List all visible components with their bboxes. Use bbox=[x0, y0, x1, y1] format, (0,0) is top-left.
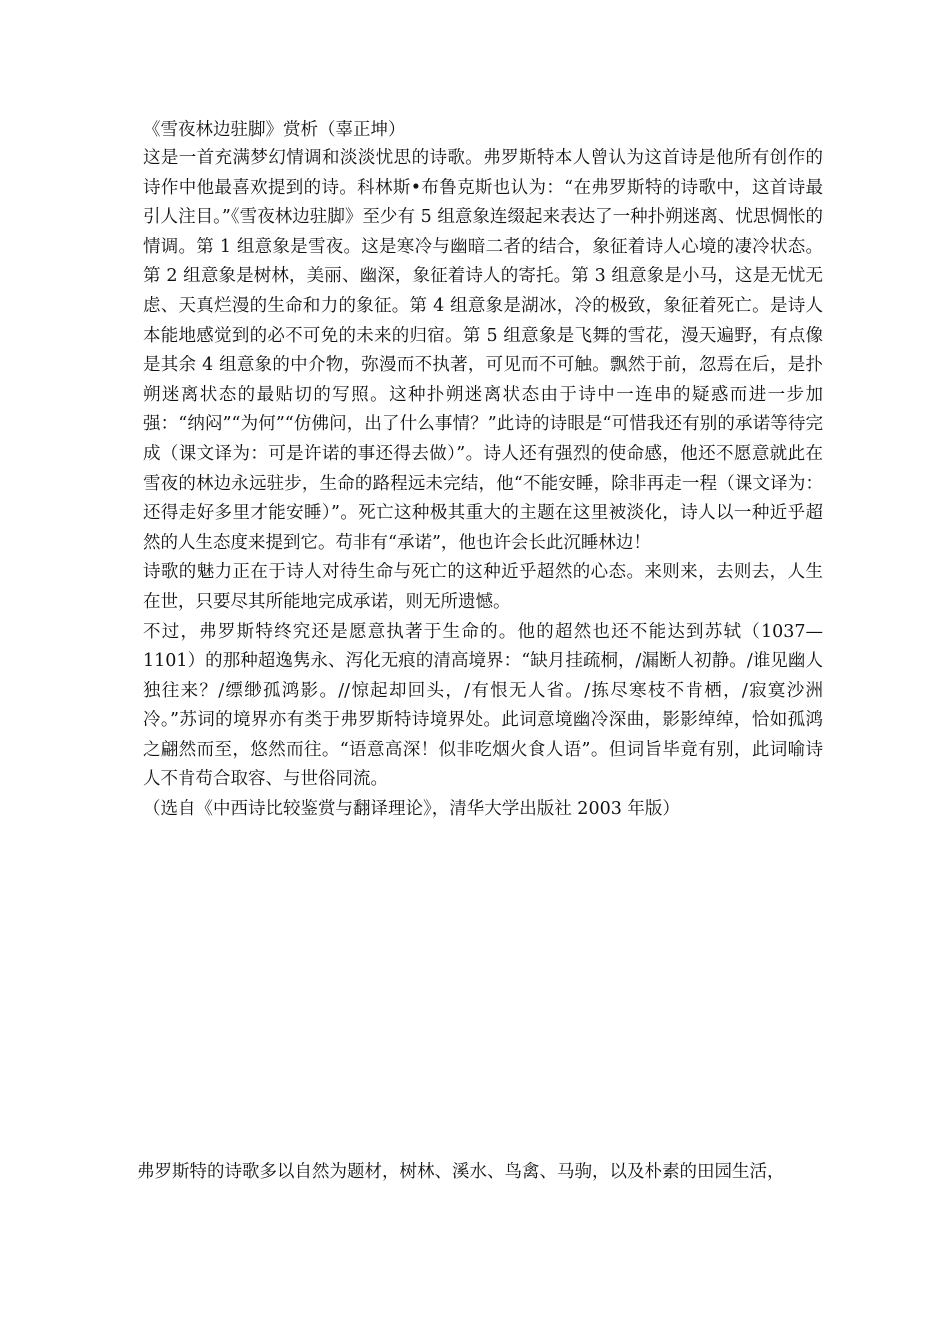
article bbox=[143, 116, 823, 825]
paragraph-1: 这是一首充满梦幻情调和淡淡忧思的诗歌。弗罗斯特本人曾认为这首诗是他所有创作的诗作中他最喜欢提到的诗。科林斯•布鲁克斯也认为：“在弗罗斯特的诗歌中，这首诗最引人注目。”《雪夜林边驻脚》至少有 5 组意象连缀起来表达了一种扑朔迷离、忧思惆怅的情调。第 1 组意象是雪夜。这是寒冷与幽暗二者的结合，象征着诗人心境的凄冷状态。第 2 组意象是树林，美丽、幽深，象征着诗人的寄托。第 3 组意象是小马，这是无忧无虑、天真烂漫的生命和力的象征。第 4 组意象是湖冰，冷的极致，象征着死亡。是诗人本能地感觉到的必不可免的未来的归宿。第 5 组意象是飞舞的雪花，漫天遍野，有点像是其余 4 组意象的中介物，弥漫而不执著，可见而不可触。飘然于前，忽焉在后，是扑朔迷离状态的最贴切的写照。这种扑朔迷离状态由于诗中一连串的疑惑而进一步加强：“纳闷”“为何”“仿佛问，出了什么事情？”此诗的诗眼是“可惜我还有别的承诺等待完成（课文译为：可是许诺的事还得去做）”。诗人还有强烈的使命感，他还不愿意就此在雪夜的林边永远驻步，生命的路程远未完结，他“不能安睡，除非再走一程（课文译为：还得走好多里才能安睡）”。死亡这种极其重大的主题在这里被淡化，诗人以一种近乎超然的人生态度来提到它。苟非有“承诺”，他也许会长此沉睡林边！ bbox=[143, 148, 823, 553]
article-title: 《雪夜林边驻脚》赏析（辜正坤） bbox=[143, 120, 406, 140]
paragraph-2: 诗歌的魅力正在于诗人对待生命与死亡的这种近乎超然的心态。来则来，去则去，人生在世，只要尽其所能地完成承诺，则无所遗憾。 bbox=[143, 562, 823, 612]
next-section-text: 弗罗斯特的诗歌多以自然为题材，树林、溪水、鸟禽、马驹，以及朴素的田园生活， bbox=[137, 1162, 785, 1182]
source-citation: （选自《中西诗比较鉴赏与翻译理论》，清华大学出版社 2003 年版） bbox=[143, 799, 680, 820]
paragraph-3: 不过，弗罗斯特终究还是愿意执著于生命的。他的超然也还不能达到苏轼（1037—1101）的那种超逸隽永、泻化无痕的清高境界：“缺月挂疏桐，/漏断人初静。/谁见幽人独往来？/缥缈孤鸿影。//惊起却回头，/有恨无人省。/拣尽寒枝不肯栖，/寂寞沙洲冷。”苏词的境界亦有类于弗罗斯特诗境界处。此词意境幽冷深曲，影影绰绰，恰如孤鸿之翩然而至，悠然而往。“语意高深！似非吃烟火食人语”。但词旨毕竟有别，此词喻诗人不肯苟合取容、与世俗同流。 bbox=[143, 621, 823, 790]
